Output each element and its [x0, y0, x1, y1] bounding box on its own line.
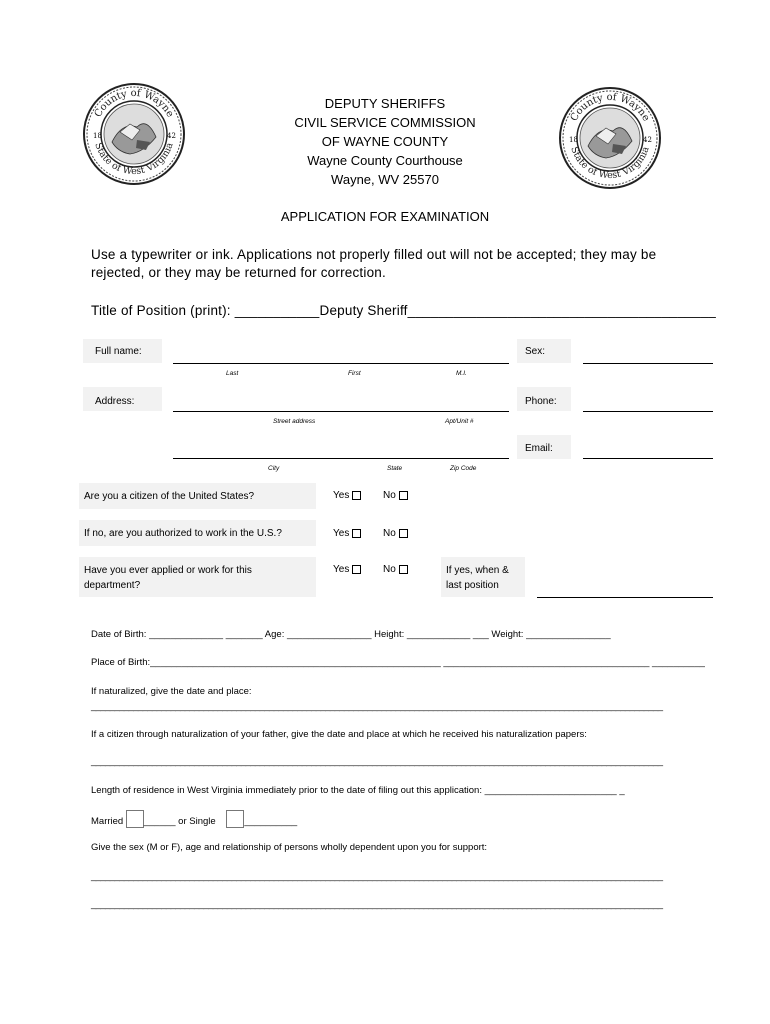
citizen-no-option[interactable]: No: [383, 490, 408, 501]
dob-age-height-weight-line[interactable]: Date of Birth: ______________ _______ Age: ________________ Height: ____________ ___ Weight: ________________: [91, 629, 611, 640]
phone-label: Phone:: [517, 387, 571, 411]
father-naturalization-field[interactable]: __________________________________________________________________________________________________________________________: [91, 756, 663, 767]
sex-label: Sex:: [517, 339, 571, 363]
svg-text:State of West Virginia: State of West Virginia: [568, 145, 652, 182]
position-value: Deputy Sheriff: [319, 303, 408, 318]
caption-apt: Apt/Unit #: [445, 418, 474, 425]
married-checkbox-icon[interactable]: [126, 810, 144, 828]
single-checkbox-icon[interactable]: [226, 810, 244, 828]
caption-city: City: [268, 465, 280, 472]
caption-street: Street address: [273, 418, 316, 425]
instructions: Use a typewriter or ink. Applications not properly filled out will not be accepted; they may be rejected, or they may be returned for correction.: [91, 247, 657, 280]
residence-length-line[interactable]: Length of residence in West Virginia immediately prior to the date of filing out this application: _________________________ _: [91, 785, 625, 796]
caption-zip: Zip Code: [450, 465, 477, 472]
svg-text:18: 18: [93, 132, 102, 140]
header-line-3: OF WAYNE COUNTY: [321, 134, 449, 149]
svg-text:County of Wayne: County of Wayne: [568, 91, 652, 124]
position-label: Title of Position (print): ___________: [91, 303, 320, 318]
applied-no-option[interactable]: No: [383, 564, 408, 575]
checkbox-icon[interactable]: [352, 565, 361, 574]
phone-field[interactable]: [583, 411, 713, 412]
citizen-yes-option[interactable]: Yes: [333, 490, 361, 501]
naturalized-field[interactable]: __________________________________________________________________________________________________________________________: [91, 701, 663, 712]
checkbox-icon[interactable]: [399, 491, 408, 500]
full-name-label: Full name:: [83, 339, 162, 363]
sex-field[interactable]: [583, 363, 713, 364]
address-label: Address:: [83, 387, 162, 411]
caption-state: State: [387, 465, 403, 472]
single-blank[interactable]: __________: [244, 816, 298, 827]
dependents-field-2[interactable]: __________________________________________________________________________________________________________________________: [91, 899, 663, 910]
svg-text:42: 42: [167, 132, 176, 140]
authorized-yes-option[interactable]: Yes: [333, 528, 361, 539]
caption-first: First: [348, 370, 361, 377]
position-line: [91, 302, 716, 320]
header-line-1: DEPUTY SHERIFFS: [324, 96, 446, 111]
header-line-5: Wayne, WV 25570: [331, 172, 439, 187]
marital-status-line: [91, 810, 297, 828]
caption-mi: M.I.: [456, 370, 467, 377]
dependents-label: Give the sex (M or F), age and relationship of persons wholly dependent upon you for support:: [91, 842, 488, 853]
full-name-field[interactable]: [173, 363, 509, 364]
applied-yes-option[interactable]: Yes: [333, 564, 361, 575]
work-authorization-question: If no, are you authorized to work in the U.S.?: [79, 520, 316, 546]
street-address-field[interactable]: [173, 411, 509, 412]
county-seal-left: [82, 82, 186, 186]
email-label: Email:: [517, 435, 571, 459]
form-subtitle: APPLICATION FOR EXAMINATION: [280, 209, 490, 224]
svg-text:State of West Virginia: State of West Virginia: [92, 141, 176, 178]
checkbox-icon[interactable]: [352, 491, 361, 500]
checkbox-icon[interactable]: [399, 529, 408, 538]
svg-text:County of Wayne: County of Wayne: [92, 87, 176, 120]
county-seal-right: [558, 86, 662, 190]
if-yes-label: If yes, when & last position: [441, 557, 525, 597]
svg-text:42: 42: [643, 136, 652, 144]
city-state-zip-field[interactable]: [173, 458, 509, 459]
married-blank[interactable]: ______: [143, 816, 176, 827]
applied-before-question: Have you ever applied or work for this department?: [79, 557, 316, 597]
checkbox-icon[interactable]: [352, 529, 361, 538]
email-field[interactable]: [583, 458, 713, 459]
place-of-birth-line[interactable]: Place of Birth:_______________________________________________________ _______________________________________ __________: [91, 657, 705, 668]
position-trail: ________________________________________: [407, 303, 716, 318]
last-position-field[interactable]: [537, 597, 713, 598]
married-label: Married: [91, 816, 124, 827]
single-label: or Single: [175, 816, 219, 827]
svg-text:18: 18: [569, 136, 578, 144]
authorized-no-option[interactable]: No: [383, 528, 408, 539]
citizen-question: Are you a citizen of the United States?: [79, 483, 316, 509]
father-naturalization-label: If a citizen through naturalization of your father, give the date and place at which he received his naturalization papers:: [91, 729, 587, 740]
header-block: [240, 94, 530, 189]
checkbox-icon[interactable]: [399, 565, 408, 574]
header-line-2: CIVIL SERVICE COMMISSION: [294, 115, 476, 130]
header-line-4: Wayne County Courthouse: [307, 153, 463, 168]
naturalized-label: If naturalized, give the date and place:: [91, 686, 252, 697]
dependents-field-1[interactable]: __________________________________________________________________________________________________________________________: [91, 871, 663, 882]
caption-last: Last: [226, 370, 239, 377]
